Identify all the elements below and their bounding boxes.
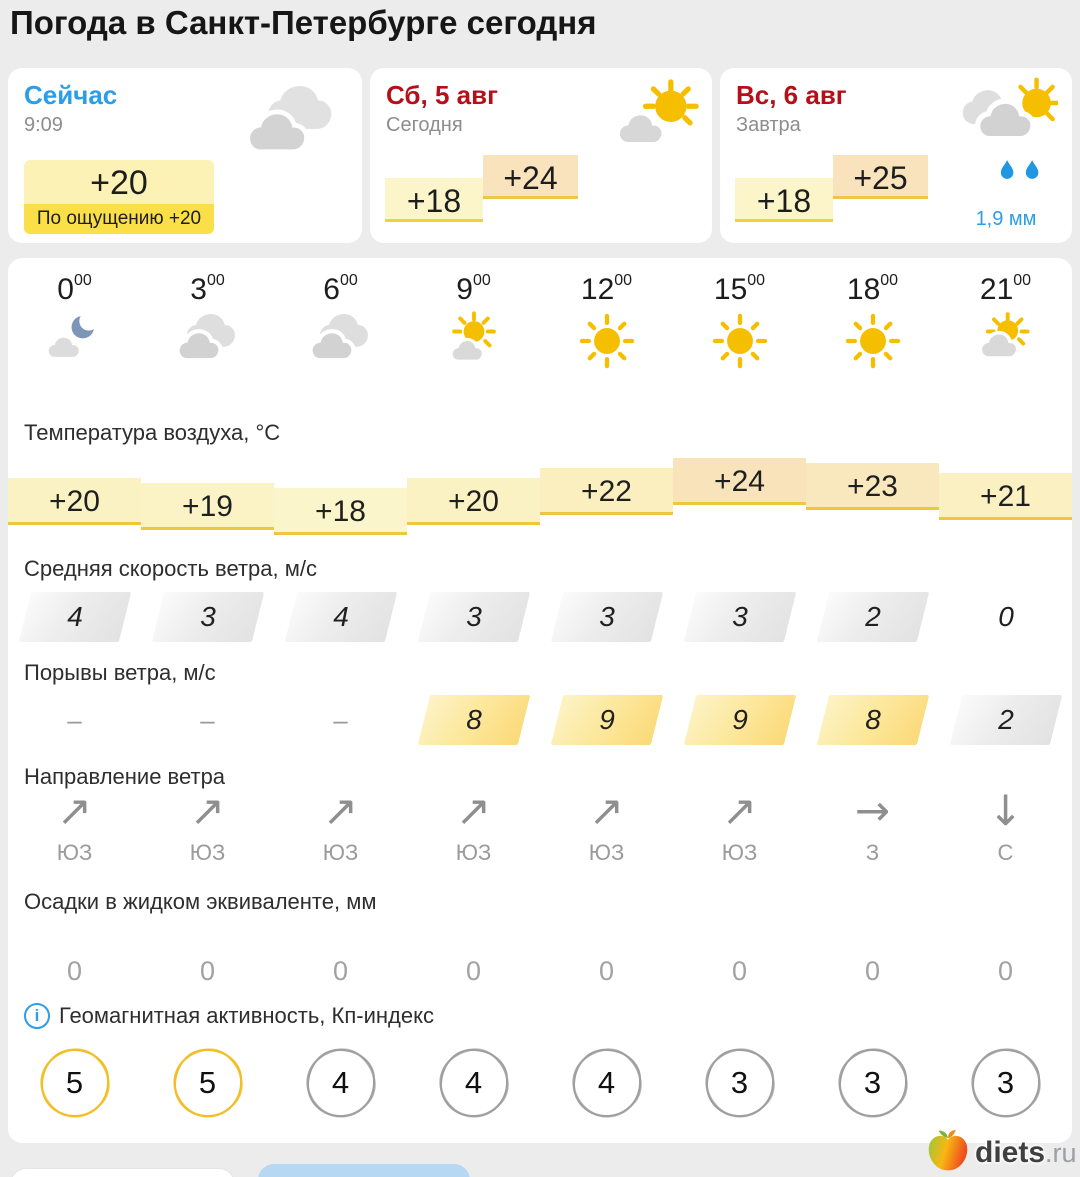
temperature-value: +21 (939, 473, 1072, 520)
wind-gust-value: 8 (817, 695, 929, 745)
precipitation-value: 0 (598, 956, 615, 986)
logo-brand-text: diets (975, 1136, 1046, 1169)
precipitation-value: 0 (66, 956, 83, 986)
now-time: 9:09 (24, 114, 63, 136)
wind-direction-label: ЮЗ (56, 840, 93, 865)
moon-cloud-icon (8, 310, 141, 374)
today-date: Сб, 5 авг (386, 80, 498, 110)
wind-gust-value: – (333, 705, 348, 735)
wind-direction-arrow-icon: ↗ (56, 786, 93, 835)
wind-speed-value: 2 (817, 592, 929, 642)
sun-icon (540, 310, 673, 374)
now-card[interactable] (8, 68, 362, 243)
hour-label: $12^{00}$ (580, 272, 633, 306)
kp-index-item: 3 (806, 1046, 939, 1126)
apple-icon (925, 1129, 971, 1177)
wind-direction-arrow-icon: ↗ (189, 786, 226, 835)
hour-label: $15^{00}$ (713, 272, 766, 306)
wind-direction-label: ЮЗ (322, 840, 359, 865)
wind-gust-value: 8 (418, 695, 530, 745)
precipitation-value: 0 (199, 956, 216, 986)
precipitation-value: 0 (465, 956, 482, 986)
tomorrow-max-temp: +25 (833, 155, 928, 199)
wind-direction-label: З (865, 840, 880, 865)
precipitation-section-label: Осадки в жидком эквиваленте, мм (24, 889, 377, 914)
wind-gusts-row (8, 695, 1072, 745)
hour-label: $6^{00}$ (323, 272, 358, 306)
wind-direction-arrow-icon: → (854, 786, 891, 835)
wind-direction-arrow-icon: ↗ (322, 786, 359, 835)
temperature-value: +20 (407, 478, 540, 525)
hour-label: $9^{00}$ (456, 272, 491, 306)
clouds-icon (274, 310, 407, 374)
wind-gust-value: 2 (950, 695, 1062, 745)
wind-direction-section-label: Направление ветра (24, 764, 226, 789)
wind-direction-arrow-icon: ↗ (455, 786, 492, 835)
wind-direction-label: С (997, 840, 1014, 865)
hour-label: $3^{00}$ (190, 272, 225, 306)
sun-behind-cloud-icon (608, 74, 704, 175)
wind-speed-value: 4 (19, 592, 131, 642)
bottom-tab-left[interactable] (10, 1168, 235, 1177)
wind-speed-row (8, 592, 1072, 642)
tomorrow-sublabel: Завтра (736, 114, 801, 136)
wind-gust-value: – (67, 705, 82, 735)
wind-speed-value: 3 (684, 592, 796, 642)
hourly-forecast-card (8, 258, 1072, 1143)
temperature-value: +19 (141, 483, 274, 530)
wind-direction-label: ЮЗ (721, 840, 758, 865)
wind-direction-arrow-icon: ↓ (987, 786, 1024, 835)
precipitation-value: 0 (332, 956, 349, 986)
geomagnetic-section-label: i Геомагнитная активность, Кп-индекс (24, 1003, 434, 1029)
logo-tld-text: .ru (1045, 1137, 1077, 1168)
wind-speed-value: 3 (418, 592, 530, 642)
diets-ru-logo[interactable] (925, 1130, 1077, 1176)
wind-direction-label: ЮЗ (189, 840, 226, 865)
wind-direction-label: ЮЗ (588, 840, 625, 865)
wind-gust-value: 9 (684, 695, 796, 745)
tomorrow-date: Вс, 6 авг (736, 80, 847, 110)
temperature-section-label: Температура воздуха, °C (24, 420, 281, 445)
rain-sun-cloud-icon (958, 72, 1058, 205)
sun-cloud-icon (407, 310, 540, 374)
today-sublabel: Сегодня (386, 114, 463, 136)
temperature-value: +22 (540, 468, 673, 515)
today-card[interactable] (370, 68, 712, 243)
temperature-row (8, 458, 1072, 554)
precipitation-value: 0 (864, 956, 881, 986)
sun-icon (806, 310, 939, 374)
page-title: Погода в Санкт-Петербурге сегодня (10, 4, 597, 41)
current-temperature: +20 (24, 160, 214, 204)
sun-behind-cloud-icon (939, 310, 1072, 374)
precipitation-value: 0 (997, 956, 1014, 986)
kp-index-item: 3 (673, 1046, 806, 1126)
info-icon[interactable]: i (24, 1003, 50, 1029)
kp-index-item: 4 (274, 1046, 407, 1126)
wind-direction-label: ЮЗ (455, 840, 492, 865)
clouds-icon (141, 310, 274, 374)
wind-direction-arrow-icon: ↗ (721, 786, 758, 835)
feels-like-temperature: По ощущению +20 (24, 204, 214, 234)
wind-speed-value: 3 (152, 592, 264, 642)
kp-index-item: 3 (939, 1046, 1072, 1126)
today-max-temp: +24 (483, 155, 578, 199)
tomorrow-precipitation: 1,9 мм (975, 208, 1037, 230)
hour-label: $18^{00}$ (846, 272, 899, 306)
tomorrow-min-temp: +18 (735, 178, 833, 222)
wind-direction-arrow-icon: ↗ (588, 786, 625, 835)
clouds-icon (240, 82, 340, 171)
temperature-value: +23 (806, 463, 939, 510)
tomorrow-card[interactable] (720, 68, 1072, 243)
kp-index-item: 4 (540, 1046, 673, 1126)
kp-index-item: 5 (8, 1046, 141, 1126)
wind-speed-value: 4 (285, 592, 397, 642)
wind-speed-section-label: Средняя скорость ветра, м/с (24, 556, 317, 581)
wind-gust-value: 9 (551, 695, 663, 745)
today-min-temp: +18 (385, 178, 483, 222)
bottom-tab-right[interactable] (258, 1164, 470, 1177)
hour-label: $21^{00}$ (979, 272, 1032, 306)
temperature-value: +20 (8, 478, 141, 525)
wind-gust-value: – (200, 705, 215, 735)
wind-speed-value: 0 (998, 601, 1014, 632)
hour-label: $0^{00}$ (57, 272, 92, 306)
now-label: Сейчас (24, 80, 118, 110)
wind-gusts-section-label: Порывы ветра, м/с (24, 660, 216, 685)
sun-icon (673, 310, 806, 374)
kp-index-item: 4 (407, 1046, 540, 1126)
temperature-value: +18 (274, 488, 407, 535)
temperature-value: +24 (673, 458, 806, 505)
kp-index-item: 5 (141, 1046, 274, 1126)
precipitation-value: 0 (731, 956, 748, 986)
wind-speed-value: 3 (551, 592, 663, 642)
